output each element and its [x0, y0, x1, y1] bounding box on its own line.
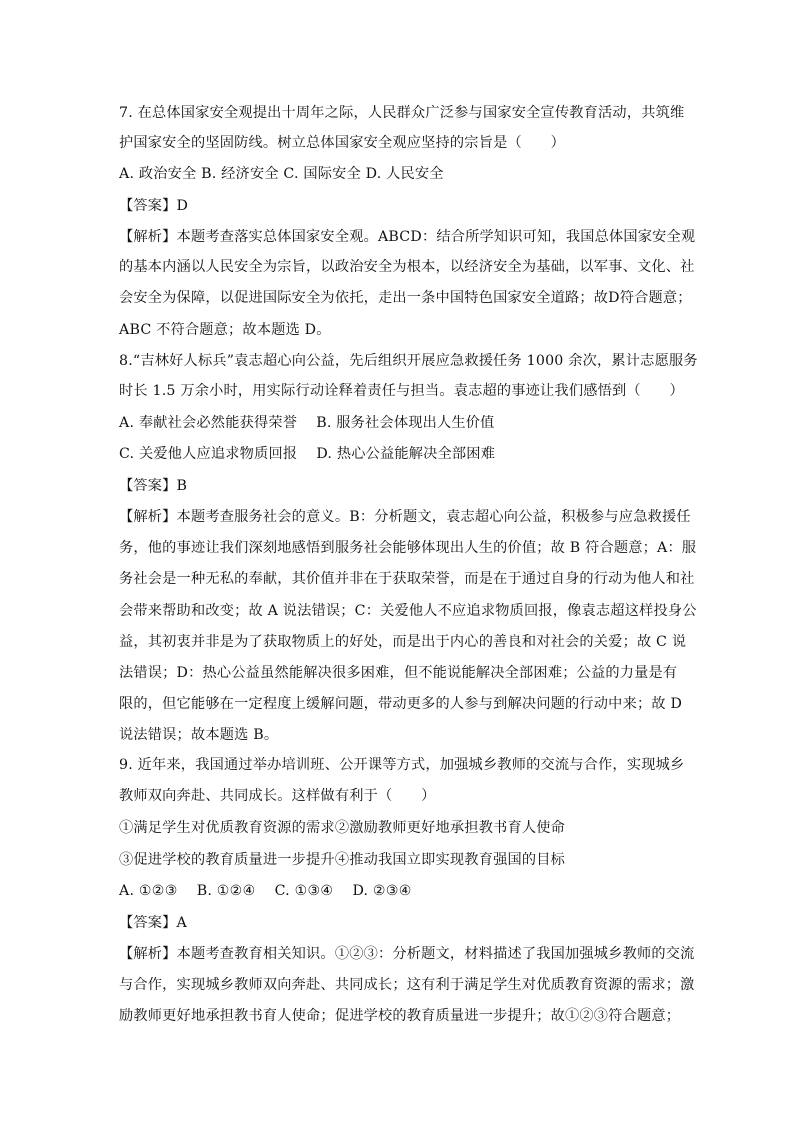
question-9-line-1: 9. 近年来，我国通过举办培训班、公开课等方式，加强城乡教师的交流与合作，实现城乡	[119, 757, 685, 773]
question-8-analysis-line-1: 【解析】本题考查服务社会的意义。B：分析题文，袁志超心向公益，积极参与应急救援任	[119, 509, 691, 525]
question-7-line-2: 护国家安全的坚固防线。树立总体国家安全观应坚持的宗旨是（ ）	[119, 135, 566, 151]
question-7-answer: 【答案】D	[119, 198, 189, 214]
question-9-answer: 【答案】A	[119, 915, 187, 931]
question-9-analysis-line-1: 【解析】本题考查教育相关知识。①②③：分析题文，材料描述了我国加强城乡教师的交流	[119, 946, 695, 962]
question-9-options: A. ①②③ B. ①②④ C. ①③④ D. ②③④	[119, 883, 412, 899]
question-7-line-1: 7. 在总体国家安全观提出十周年之际，人民群众广泛参与国家安全宣传教育活动，共筑维	[119, 105, 685, 121]
question-7-analysis-line-3: 会安全为保障，以促进国际安全为依托，走出一条中国特色国家安全道路；故D符合题意；	[119, 290, 692, 306]
question-8-analysis-line-2: 务，他的事迹让我们深刻地感悟到服务社会能够体现出人生的价值；故 B 符合题意；A：服	[119, 540, 697, 556]
question-9-line-2: 教师双向奔赴、共同成长。这样做有利于（ ）	[119, 788, 436, 804]
question-8-answer: 【答案】B	[119, 478, 188, 494]
question-8-analysis-line-8: 说法错误；故本题选 B。	[119, 727, 279, 743]
question-8-analysis-line-3: 务社会是一种无私的奉献，其价值并非在于获取荣誉，而是在于通过自身的行动为他人和社	[119, 571, 695, 587]
question-9-analysis-line-3: 励教师更好地承担教书育人使命；促进学校的教育质量进一步提升；故①②③符合题意；	[119, 1008, 681, 1024]
question-9-analysis-line-2: 与合作，实现城乡教师双向奔赴、共同成长；这有利于满足学生对优质教育资源的需求；激	[119, 977, 695, 993]
question-8-analysis-line-6: 法错误；D：热心公益虽然能解决很多困难，但不能说能解决全部困难；公益的力量是有	[119, 665, 678, 681]
question-8-analysis-line-4: 会带来帮助和改变；故 A 说法错误；C：关爱他人不应追求物质回报，像袁志超这样投身公	[119, 603, 697, 619]
question-8-line-1: 8.“吉林好人标兵”袁志超心向公益，先后组织开展应急救援任务 1000 余次，累计志愿服务	[119, 353, 698, 369]
question-8-analysis-line-7: 限的，但它能够在一定程度上缓解问题，带动更多的人参与到解决问题的行动中来；故 D	[119, 696, 683, 712]
question-7-options: A. 政治安全 B. 经济安全 C. 国际安全 D. 人民安全	[119, 166, 444, 182]
question-7-analysis-line-2: 的基本内涵以人民安全为宗旨，以政治安全为根本，以经济安全为基础，以军事、文化、社	[119, 259, 695, 275]
question-8-line-2: 时长 1.5 万余小时，用实际行动诠释着责任与担当。袁志超的事迹让我们感悟到（ ）	[119, 383, 684, 399]
question-8-options-cd: C. 关爱他人应追求物质回报 D. 热心公益能解决全部困难	[119, 446, 496, 462]
question-8-options-ab: A. 奉献社会必然能获得荣誉 B. 服务社会体现出人生价值	[119, 415, 495, 431]
question-7-analysis-line-1: 【解析】本题考查落实总体国家安全观。ABCD：结合所学知识可知，我国总体国家安全观	[119, 229, 696, 245]
question-9-statements-3-4: ③促进学校的教育质量进一步提升④推动我国立即实现教育强国的目标	[119, 852, 566, 868]
question-9-statements-1-2: ①满足学生对优质教育资源的需求②激励教师更好地承担教书育人使命	[119, 820, 566, 836]
question-7-analysis-line-4: ABC 不符合题意；故本题选 D。	[119, 322, 331, 338]
question-8-analysis-line-5: 益，其初衷并非是为了获取物质上的好处，而是出于内心的善良和对社会的关爱；故 C 说	[119, 634, 687, 650]
